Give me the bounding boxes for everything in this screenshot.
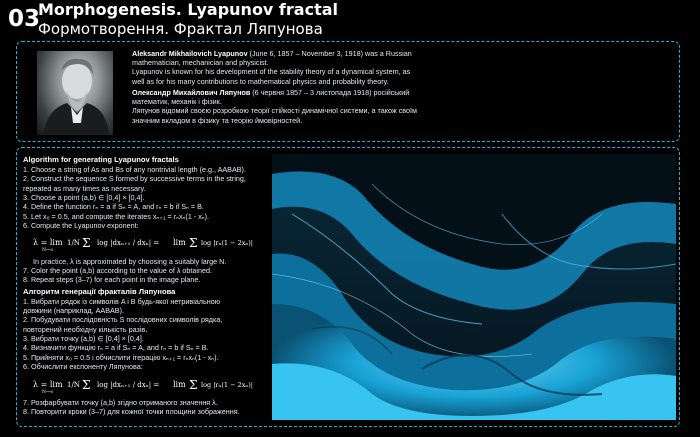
bio-en-line: Lyapunov is known for his development of the stability theory of a dynamical system, as bbox=[132, 67, 411, 77]
formula-log-term: log |dxₙ₊₁ / dxₙ| = bbox=[97, 239, 160, 248]
lyapunov-portrait bbox=[37, 51, 113, 135]
formula-lhs: λ = lim bbox=[33, 238, 63, 248]
formula-fraction: 1/N bbox=[67, 239, 80, 248]
step: 8. Repeat steps (3–7) for each point in the image plane. bbox=[23, 275, 201, 285]
step: 7. Розфарбувати точку (a,b) згідно отриманого значення λ. bbox=[23, 397, 218, 407]
section-number: 03 bbox=[8, 6, 41, 32]
step: 1. Вибрати рядок із символів A і B будь-якої нетривіальною bbox=[23, 296, 221, 306]
formula-log-r: log |rₙ(1 − 2xₙ)| bbox=[201, 380, 253, 389]
lyapunov-formula-uk bbox=[33, 374, 263, 394]
step: 2. Побудувати послідовність S послідовних символів рядка, bbox=[23, 315, 223, 325]
lyapunov-fractal-image bbox=[272, 154, 676, 420]
step: 6. Обчислити експоненту Ляпунова: bbox=[23, 362, 143, 372]
algorithm-text bbox=[23, 155, 271, 417]
step: 2. Construct the sequence S formed by successive terms in the string, bbox=[23, 174, 246, 184]
sum-symbol: Σ bbox=[189, 377, 198, 392]
step: 7. Color the point (a,b) according to the value of λ obtained. bbox=[23, 266, 212, 276]
bio-name-en: Aleksandr Mikhailovich Lyapunov bbox=[132, 49, 248, 58]
biography-panel bbox=[16, 41, 680, 142]
step: 8. Повторити кроки (3–7) для кожної точки площини зображення. bbox=[23, 407, 240, 417]
sum-symbol: Σ bbox=[82, 236, 91, 251]
bio-en-line: well as for his many contributions to mathematical physics and probability theory. bbox=[132, 76, 389, 86]
formula-limit-sub: N→∞ bbox=[42, 248, 54, 253]
formula-rhs-lim: lim bbox=[173, 379, 186, 389]
step: 5. Let x₀ = 0.5, and compute the iterates xₙ₊₁ = rₙxₙ(1 - xₙ). bbox=[23, 211, 210, 221]
title-english: Morphogenesis. Lyapunov fractal bbox=[38, 0, 338, 19]
step: repeated as many times as necessary. bbox=[23, 183, 146, 193]
formula-limit-sub: N→∞ bbox=[42, 389, 54, 394]
bio-name-uk: Олександр Михайлович Ляпунов bbox=[132, 87, 251, 97]
formula-rhs-lim: lim bbox=[173, 238, 186, 248]
lyapunov-formula-en bbox=[33, 232, 263, 252]
bio-uk-line: значним вкладом в фізику та теорію ймовірностей. bbox=[132, 115, 303, 125]
step: 5. Прийняти x₀ = 0.5 і обчислити ітерацію xₙ₊₁ = rₙxₙ(1 - xₙ). bbox=[23, 352, 219, 362]
bio-uk-dates: (6 червня 1857 – 3 листопада 1918) російський bbox=[250, 87, 410, 97]
sum-symbol: Σ bbox=[189, 236, 198, 251]
biography-text bbox=[132, 49, 662, 127]
title-ukrainian: Формотворення. Фрактал Ляпунова bbox=[38, 20, 323, 38]
formula-fraction: 1/N bbox=[67, 380, 80, 389]
algorithm-panel bbox=[16, 147, 680, 427]
bio-uk-line: Ляпунов відомий своєю розробкою теорії стійкості динамічної системи, а також своїм bbox=[132, 106, 417, 116]
algorithm-title-uk: Алгоритм генерації фракталів Ляпунова bbox=[23, 286, 176, 296]
bio-en-line: mathematician, mechanician and physicist. bbox=[132, 58, 269, 68]
page-header bbox=[4, 0, 696, 40]
algorithm-title-en: Algorithm for generating Lyapunov fractals bbox=[23, 155, 179, 164]
bio-en-dates: (June 6, 1857 – November 3, 1918) was a Russian bbox=[247, 49, 412, 58]
bio-uk-line: математик, механік і фізик. bbox=[132, 97, 222, 107]
formula-lhs: λ = lim bbox=[33, 379, 63, 389]
step: 4. Визначити функцію rₙ = a if Sₙ = A, and rₙ = b if Sₙ = B. bbox=[23, 343, 209, 353]
formula-log-r: log |rₙ(1 − 2xₙ)| bbox=[201, 239, 253, 248]
formula-log-term: log |dxₙ₊₁ / dxₙ| = bbox=[97, 380, 160, 389]
step: 6. Compute the Lyapunov exponent: bbox=[23, 221, 139, 231]
step: 4. Define the function rₙ = a if Sₙ = A, and rₙ = b if Sₙ = B. bbox=[23, 202, 204, 212]
step: 3. Вибрати точку (a,b) ∈ [0,4] × [0,4]. bbox=[23, 334, 144, 344]
note: In practice, λ is approximated by choosing a suitably large N. bbox=[33, 256, 227, 266]
step: 3. Choose a point (a,b) ∈ [0,4] × [0,4]. bbox=[23, 192, 145, 202]
step: повторений необхідну кількість разів. bbox=[23, 324, 148, 334]
sum-symbol: Σ bbox=[82, 377, 91, 392]
step: 1. Choose a string of As and Bs of any nontrivial length (e.g., AABAB). bbox=[23, 164, 246, 174]
step: довжини (наприклад, AABAB). bbox=[23, 306, 124, 316]
